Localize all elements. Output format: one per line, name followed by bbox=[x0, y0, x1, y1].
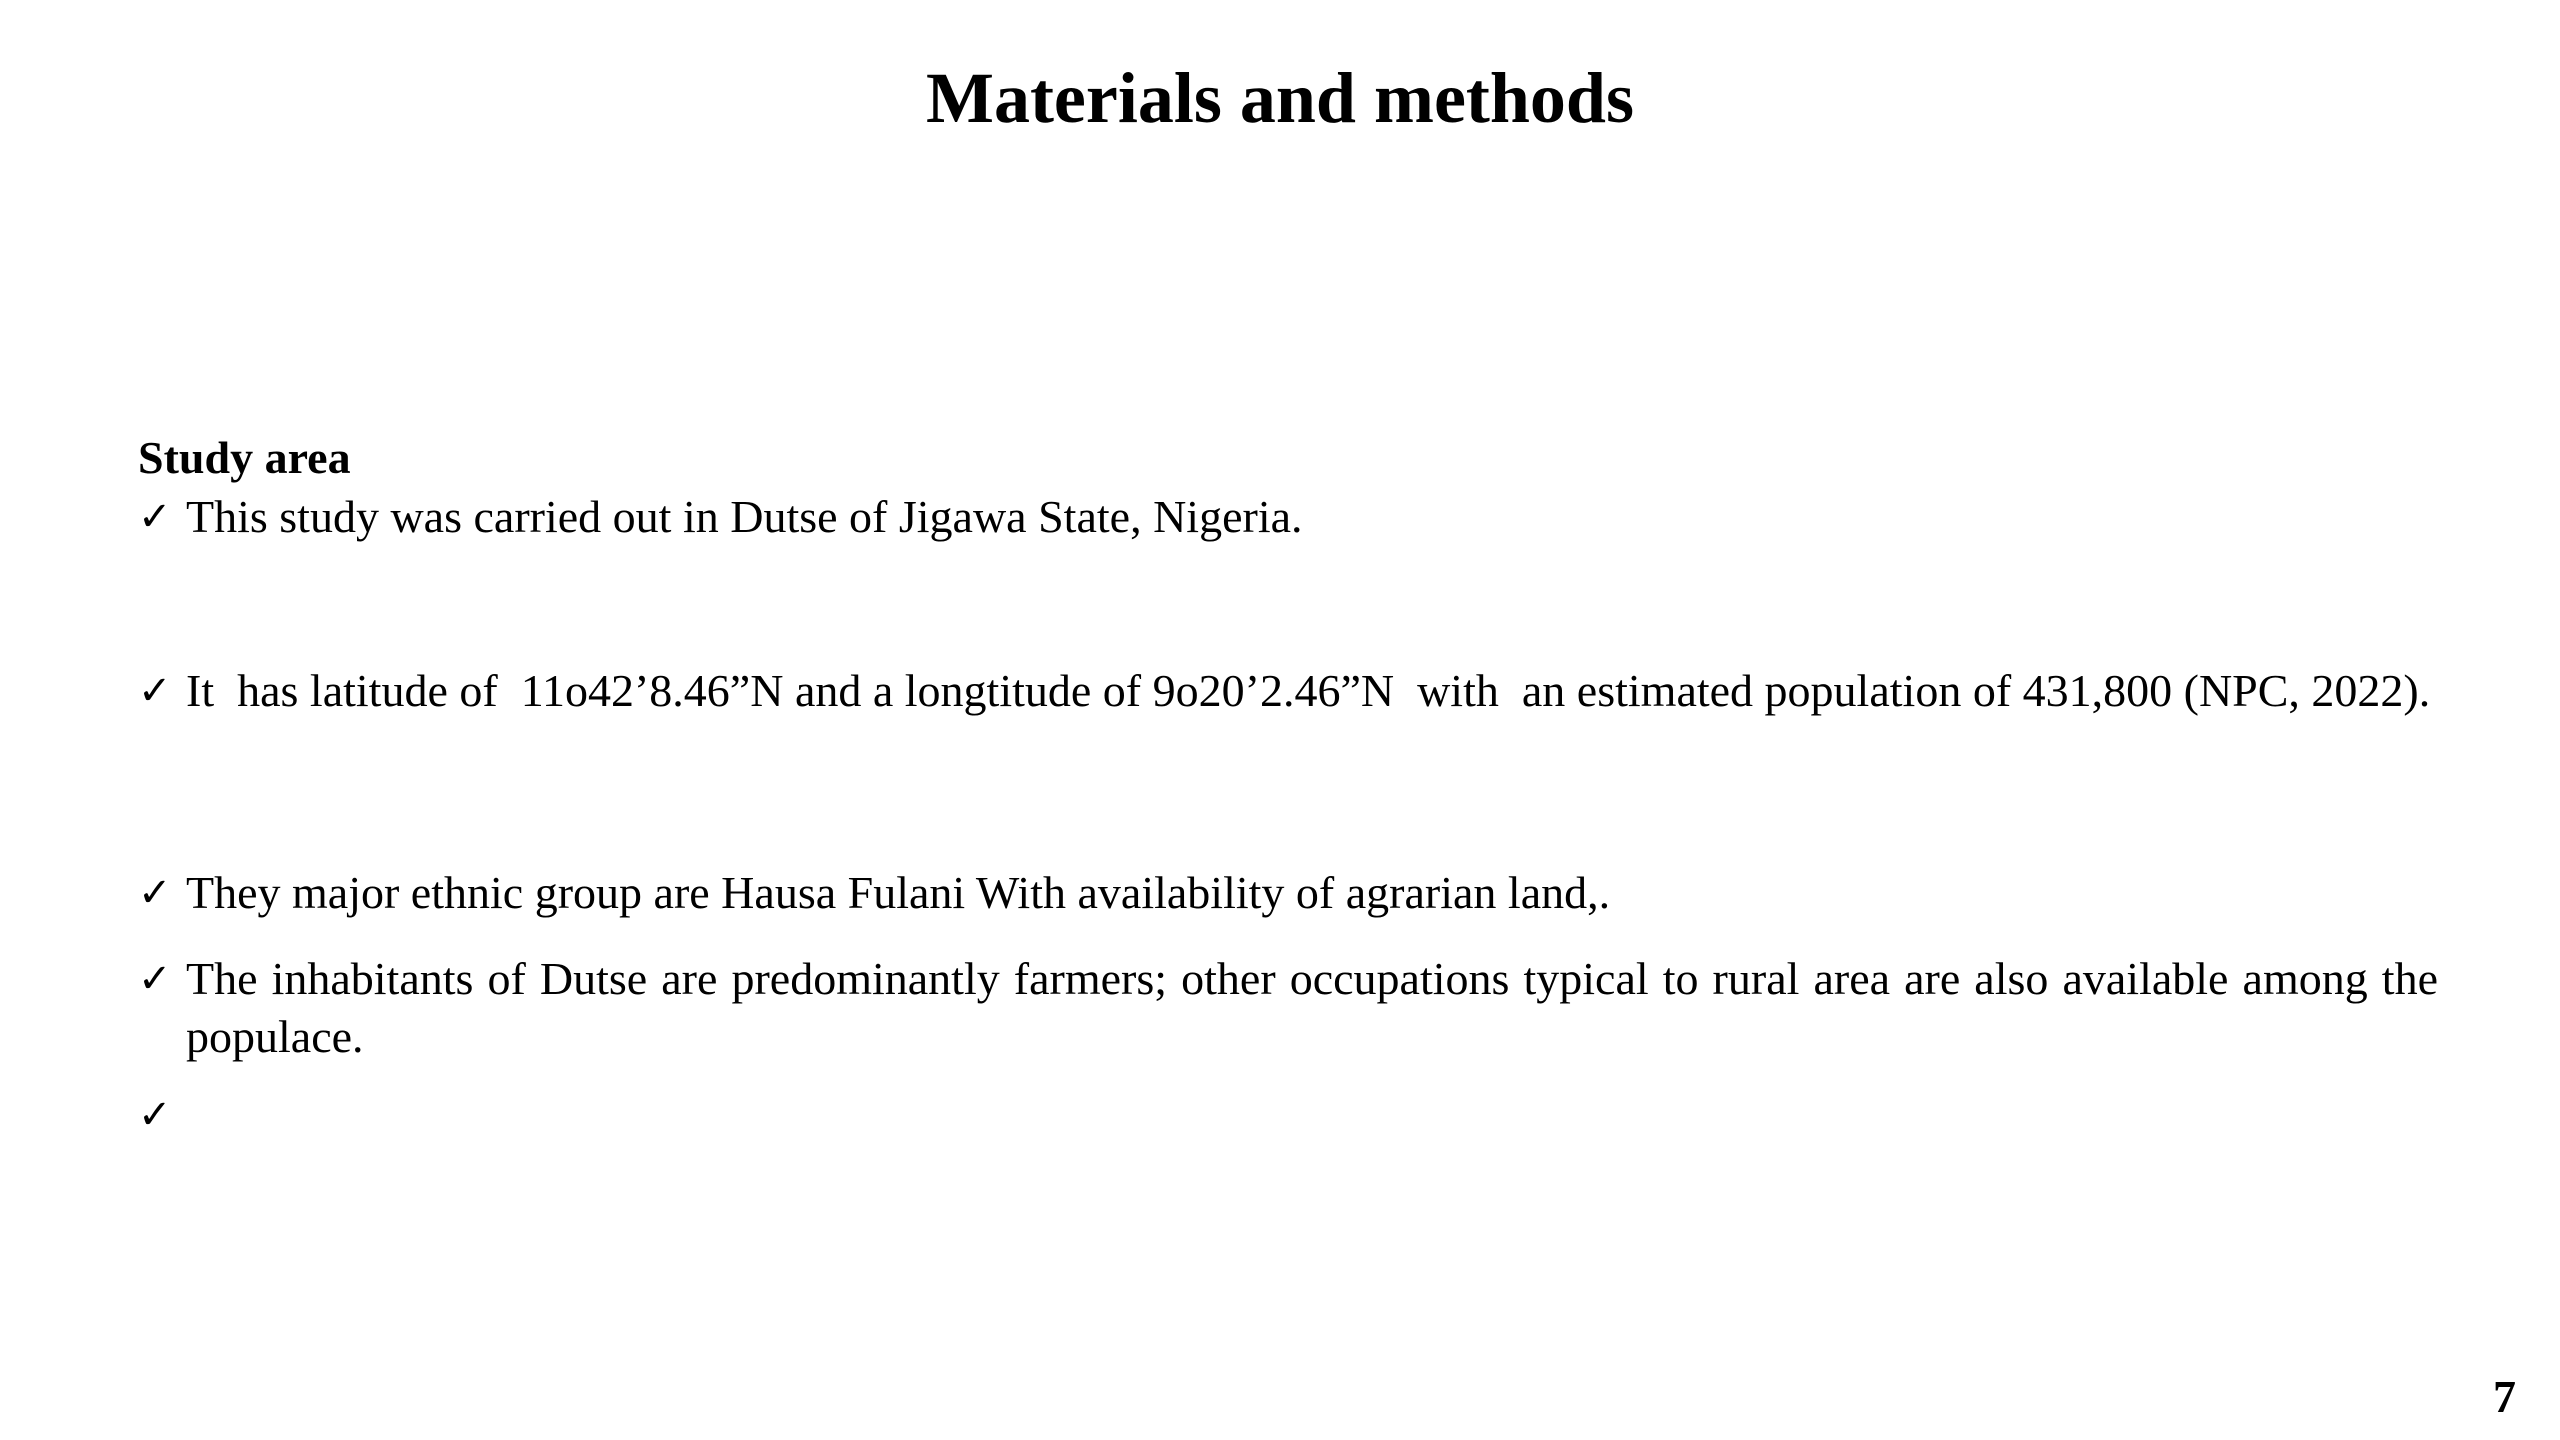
bullet-item bbox=[138, 662, 2438, 720]
bullet-item bbox=[138, 488, 2438, 546]
checkmark-icon: ✓ bbox=[138, 668, 172, 714]
bullet-text: This study was carried out in Dutse of Jigawa State, Nigeria. bbox=[186, 491, 1303, 542]
checkmark-icon: ✓ bbox=[138, 956, 172, 1002]
bullet-text: The inhabitants of Dutse are predominantly farmers; other occupations typical to rural area are also available among the populace. bbox=[186, 953, 2438, 1062]
bullet-text: They major ethnic group are Hausa Fulani With availability of agrarian land,. bbox=[186, 867, 1611, 918]
section-heading-study-area: Study area bbox=[138, 432, 351, 483]
slide-title: Materials and methods bbox=[926, 58, 1634, 138]
checkmark-icon: ✓ bbox=[138, 870, 172, 916]
bullet-item bbox=[138, 950, 2438, 1066]
checkmark-icon: ✓ bbox=[138, 494, 172, 540]
bullet-item bbox=[138, 864, 2438, 922]
bullet-item-empty bbox=[138, 1086, 2438, 1144]
page-number: 7 bbox=[2493, 1371, 2516, 1422]
bullet-text: It has latitude of 11o42’8.46”N and a longtitude of 9o20’2.46”N with an estimated population of 431,800 (NPC, 2022). bbox=[186, 665, 2431, 716]
checkmark-icon: ✓ bbox=[138, 1092, 172, 1138]
